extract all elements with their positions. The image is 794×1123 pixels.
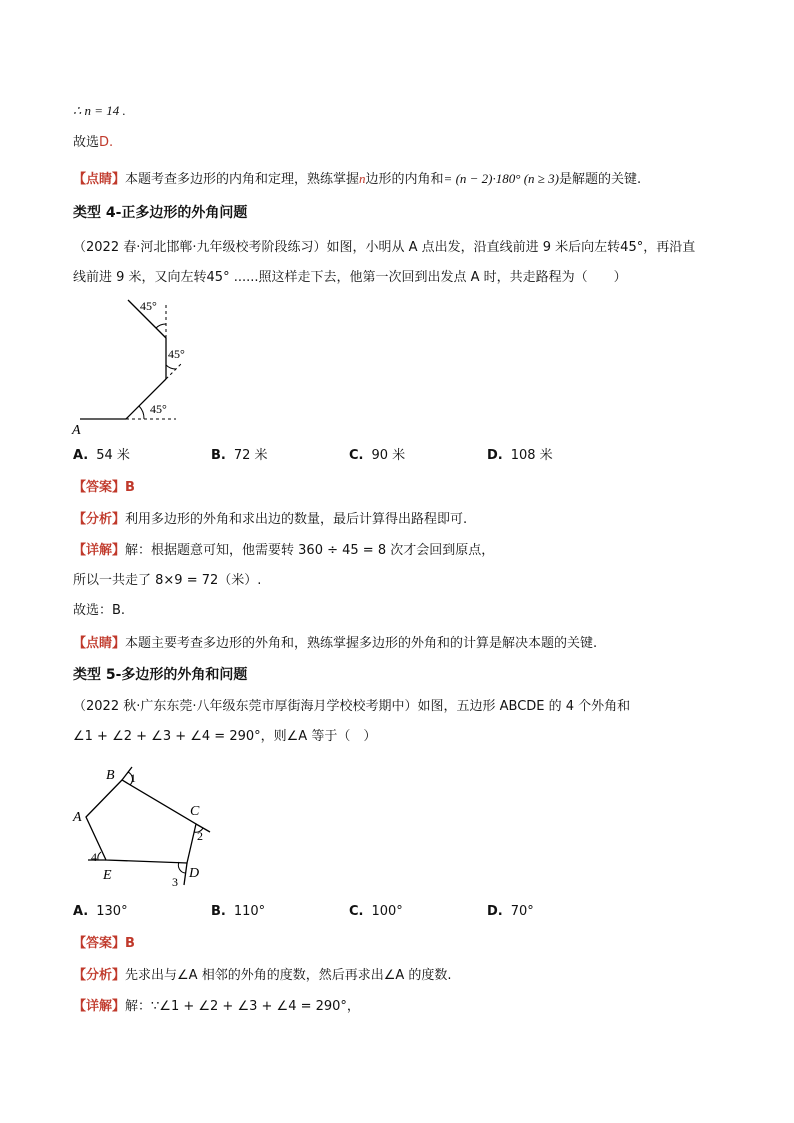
q1-detail-2: 所以一共走了 8×9 = 72（米）. [73, 573, 262, 588]
svg-text:B: B [106, 768, 115, 783]
q2-option-b: B. 110° [211, 904, 266, 919]
svg-text:A: A [73, 810, 82, 825]
q1-detail-1: 【详解】解：根据题意可知，他需要转 360 ÷ 45 = 8 次才会回到原点， [73, 543, 495, 558]
q1-detail-3: 故选：B. [73, 603, 126, 618]
q1-dianjing: 【点睛】本题主要考查多边形的外角和，熟练掌握多边形的外角和的计算是解决本题的关键. [73, 636, 598, 651]
q2-option-c: C. 100° [349, 904, 403, 919]
svg-text:45°: 45° [140, 299, 157, 313]
type4-title: 类型 4-正多边形的外角问题 [73, 205, 248, 221]
q1-option-d: D. 108 米 [487, 448, 553, 463]
dianjing-1: 【点睛】本题考查多边形的内角和定理，熟练掌握n边形的内角和= (n − 2)·180° (n ≥ 3)是解题的关键. [73, 171, 642, 187]
svg-text:2: 2 [197, 829, 203, 843]
svg-text:A: A [72, 423, 81, 437]
svg-text:C: C [190, 804, 200, 819]
q1-option-c: C. 90 米 [349, 448, 406, 463]
q2-analysis: 【分析】先求出与∠A 相邻的外角的度数，然后再求出∠A 的度数. [73, 968, 452, 983]
svg-text:1: 1 [130, 771, 136, 785]
q2-stem-line2: ∠1 + ∠2 + ∠3 + ∠4 = 290°，则∠A 等于（ ） [73, 729, 377, 744]
q1-path-figure [70, 292, 210, 437]
svg-text:3: 3 [172, 875, 178, 889]
conclusion-line: ∴ n = 14 . [73, 103, 126, 118]
q2-option-a: A. 130° [73, 904, 128, 919]
svg-text:D: D [189, 866, 200, 881]
svg-text:45°: 45° [168, 347, 185, 361]
choice-line: 故选D. [73, 135, 114, 150]
q1-option-b: B. 72 米 [211, 448, 268, 463]
q2-stem-line1: （2022 秋·广东东莞·八年级东莞市厚街海月学校校考期中）如图，五边形 ABCDE 的 4 个外角和 [73, 699, 631, 714]
q2-pentagon-figure [70, 757, 220, 892]
svg-text:4: 4 [91, 850, 97, 864]
svg-text:E: E [103, 868, 112, 883]
q2-answer: 【答案】B [73, 936, 135, 951]
q2-option-d: D. 70° [487, 904, 534, 919]
q1-answer: 【答案】B [73, 480, 135, 495]
svg-text:45°: 45° [150, 402, 167, 416]
q1-option-a: A. 54 米 [73, 448, 130, 463]
q1-analysis: 【分析】利用多边形的外角和求出边的数量，最后计算得出路程即可. [73, 512, 468, 527]
type5-title: 类型 5-多边形的外角和问题 [73, 667, 248, 683]
q2-detail-1: 【详解】解：∵∠1 + ∠2 + ∠3 + ∠4 = 290°， [73, 999, 360, 1014]
q1-stem-line2: 线前进 9 米，又向左转45° ......照这样走下去，他第一次回到出发点 A 时，共走路程为（ ） [73, 270, 627, 285]
q1-stem-line1: （2022 春·河北邯郸·九年级校考阶段练习）如图，小明从 A 点出发，沿直线前进 9 米后向左转45°，再沿直 [73, 240, 696, 255]
